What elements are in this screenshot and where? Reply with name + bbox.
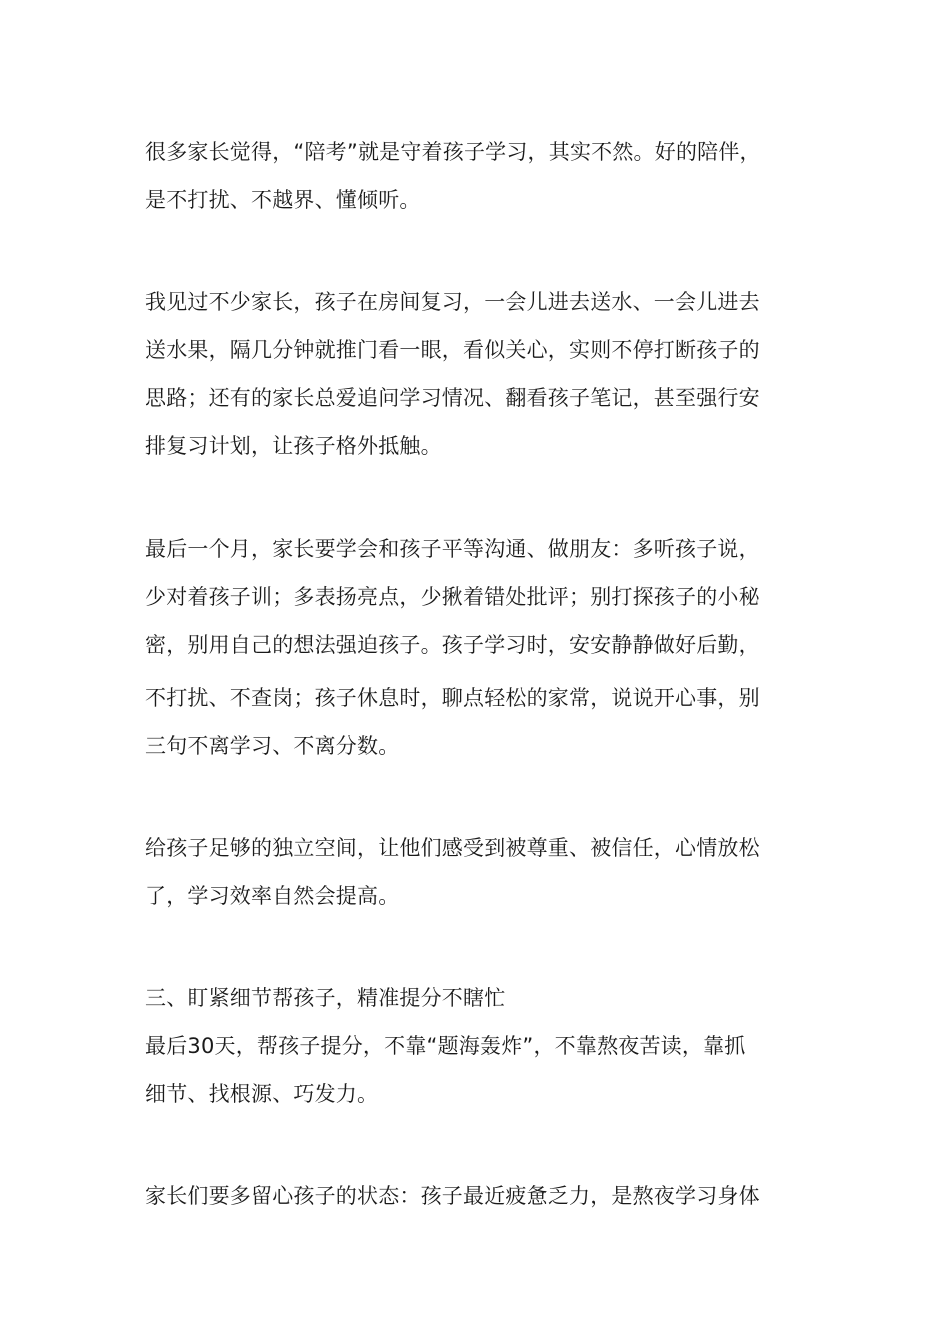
paragraph-2-line-2: 送水果，隔几分钟就推门看一眼，看似关心，实则不停打断孩子的 (145, 338, 760, 362)
paragraph-5-line-1: 最后30天，帮孩子提分，不靠“题海轰炸”，不靠熬夜苦读，靠抓 (145, 1034, 746, 1058)
paragraph-2-line-3: 思路；还有的家长总爱追问学习情况、翻看孩子笔记，甚至强行安 (145, 386, 760, 410)
paragraph-1-line-1: 很多家长觉得，“陪考”就是守着孩子学习，其实不然。好的陪伴， (145, 140, 761, 164)
paragraph-3-line-4: 不打扰、不查岗；孩子休息时，聊点轻松的家常，说说开心事，别 (145, 686, 760, 710)
paragraph-2-line-4: 排复习计划，让孩子格外抵触。 (145, 434, 442, 458)
paragraph-1-line-2: 是不打扰、不越界、懂倾听。 (145, 188, 421, 212)
paragraph-2-line-1: 我见过不少家长，孩子在房间复习，一会儿进去送水、一会儿进去 (145, 290, 760, 314)
paragraph-6-line-1: 家长们要多留心孩子的状态：孩子最近疲惫乏力，是熬夜学习身体 (145, 1184, 760, 1208)
paragraph-4-line-2: 了，学习效率自然会提高。 (145, 884, 400, 908)
paragraph-3-line-2: 少对着孩子训；多表扬亮点，少揪着错处批评；别打探孩子的小秘 (145, 585, 760, 609)
section-heading-3: 三、盯紧细节帮孩子，精准提分不瞎忙 (145, 986, 506, 1010)
paragraph-3-line-5: 三句不离学习、不离分数。 (145, 734, 400, 758)
paragraph-3-line-3: 密，别用自己的想法强迫孩子。孩子学习时，安安静静做好后勤， (145, 633, 760, 657)
paragraph-5-line-2: 细节、找根源、巧发力。 (145, 1082, 379, 1106)
paragraph-4-line-1: 给孩子足够的独立空间，让他们感受到被尊重、被信任，心情放松 (145, 836, 760, 860)
paragraph-3-line-1: 最后一个月，家长要学会和孩子平等沟通、做朋友：多听孩子说， (145, 537, 760, 561)
